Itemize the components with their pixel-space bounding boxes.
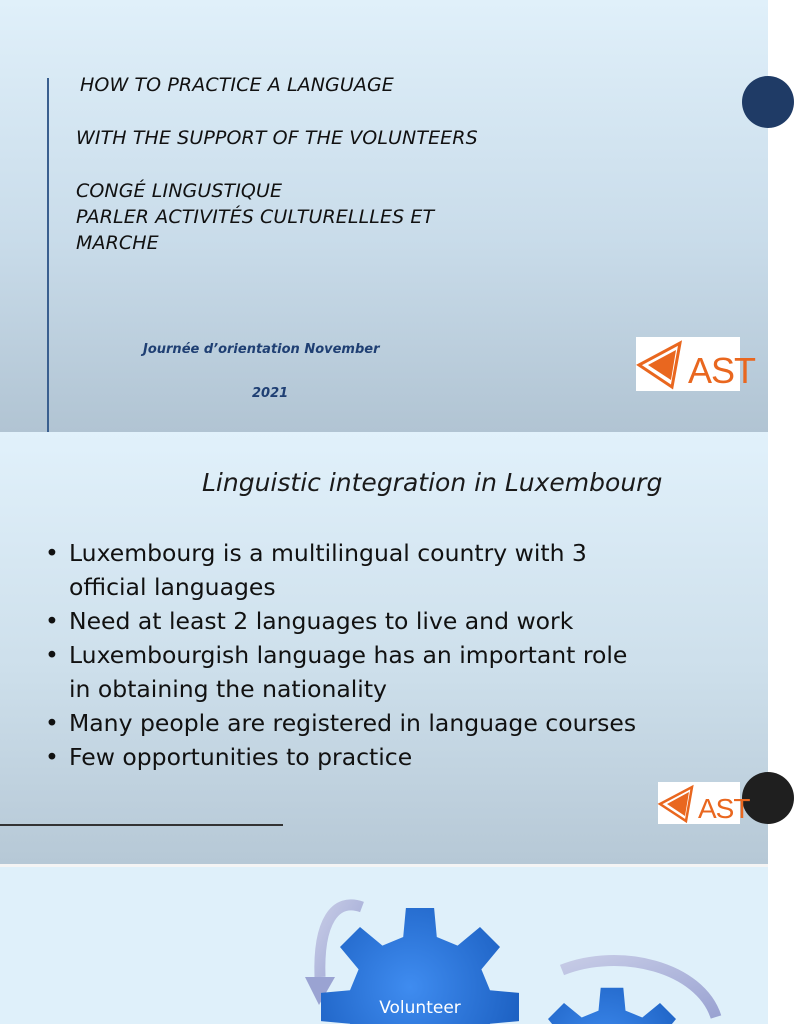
bullet-text: Few opportunities to practice — [69, 743, 413, 771]
bullet-text: official languages — [69, 573, 276, 601]
svg-text:AST: AST — [698, 793, 750, 824]
bullet-item — [44, 638, 664, 706]
second-gear — [533, 988, 691, 1024]
footer-rule — [0, 824, 283, 826]
bullet-text: in obtaining the nationality — [69, 675, 387, 703]
bullet-dot: • — [45, 743, 59, 771]
title-line-3: CONGÉ LINGUSTIQUE — [76, 180, 283, 202]
title-line-4: PARLER ACTIVITÉS CULTURELLLES ET — [76, 206, 435, 228]
bullet-list — [44, 536, 664, 774]
title-slide — [0, 0, 768, 432]
bullet-dot: • — [45, 539, 59, 567]
asti-logo — [658, 782, 750, 824]
bullet-dot: • — [45, 709, 59, 737]
vertical-divider — [47, 78, 49, 432]
bullet-item — [44, 706, 664, 740]
asti-logo-graphic — [636, 337, 756, 391]
subtitle-year: 2021 — [252, 386, 289, 401]
svg-text:Volunteer: Volunteer — [379, 998, 461, 1018]
content-slide — [0, 432, 768, 864]
bullet-text: Need at least 2 languages to live and work — [69, 607, 574, 635]
bullet-text: Luxembourg is a multilingual country with 3 — [69, 539, 587, 567]
slide-title: Linguistic integration in Luxembourg — [202, 468, 663, 497]
svg-text:AST: AST — [688, 350, 756, 391]
bullet-dot: • — [45, 607, 59, 635]
gear-diagram — [0, 867, 768, 1024]
bullet-item — [44, 604, 664, 638]
bullet-item — [44, 740, 664, 774]
bullet-text: Many people are registered in language courses — [69, 709, 637, 737]
bullet-dot: • — [45, 641, 59, 669]
title-line-1: HOW TO PRACTICE A LANGUAGE — [80, 74, 394, 96]
volunteer-gear — [321, 908, 519, 1024]
cycle-arrow — [562, 961, 716, 1017]
asti-logo-graphic — [658, 782, 750, 824]
subtitle-event: Journée d’orientation November — [143, 342, 380, 357]
diagram-slide — [0, 867, 768, 1024]
title-line-5: MARCHE — [76, 232, 159, 254]
accent-circle — [742, 76, 794, 128]
bullet-text: Luxembourgish language has an important role — [69, 641, 628, 669]
title-line-2: WITH THE SUPPORT OF THE VOLUNTEERS — [76, 127, 478, 149]
asti-logo — [636, 337, 756, 391]
bullet-item — [44, 536, 664, 604]
accent-circle — [742, 772, 794, 824]
